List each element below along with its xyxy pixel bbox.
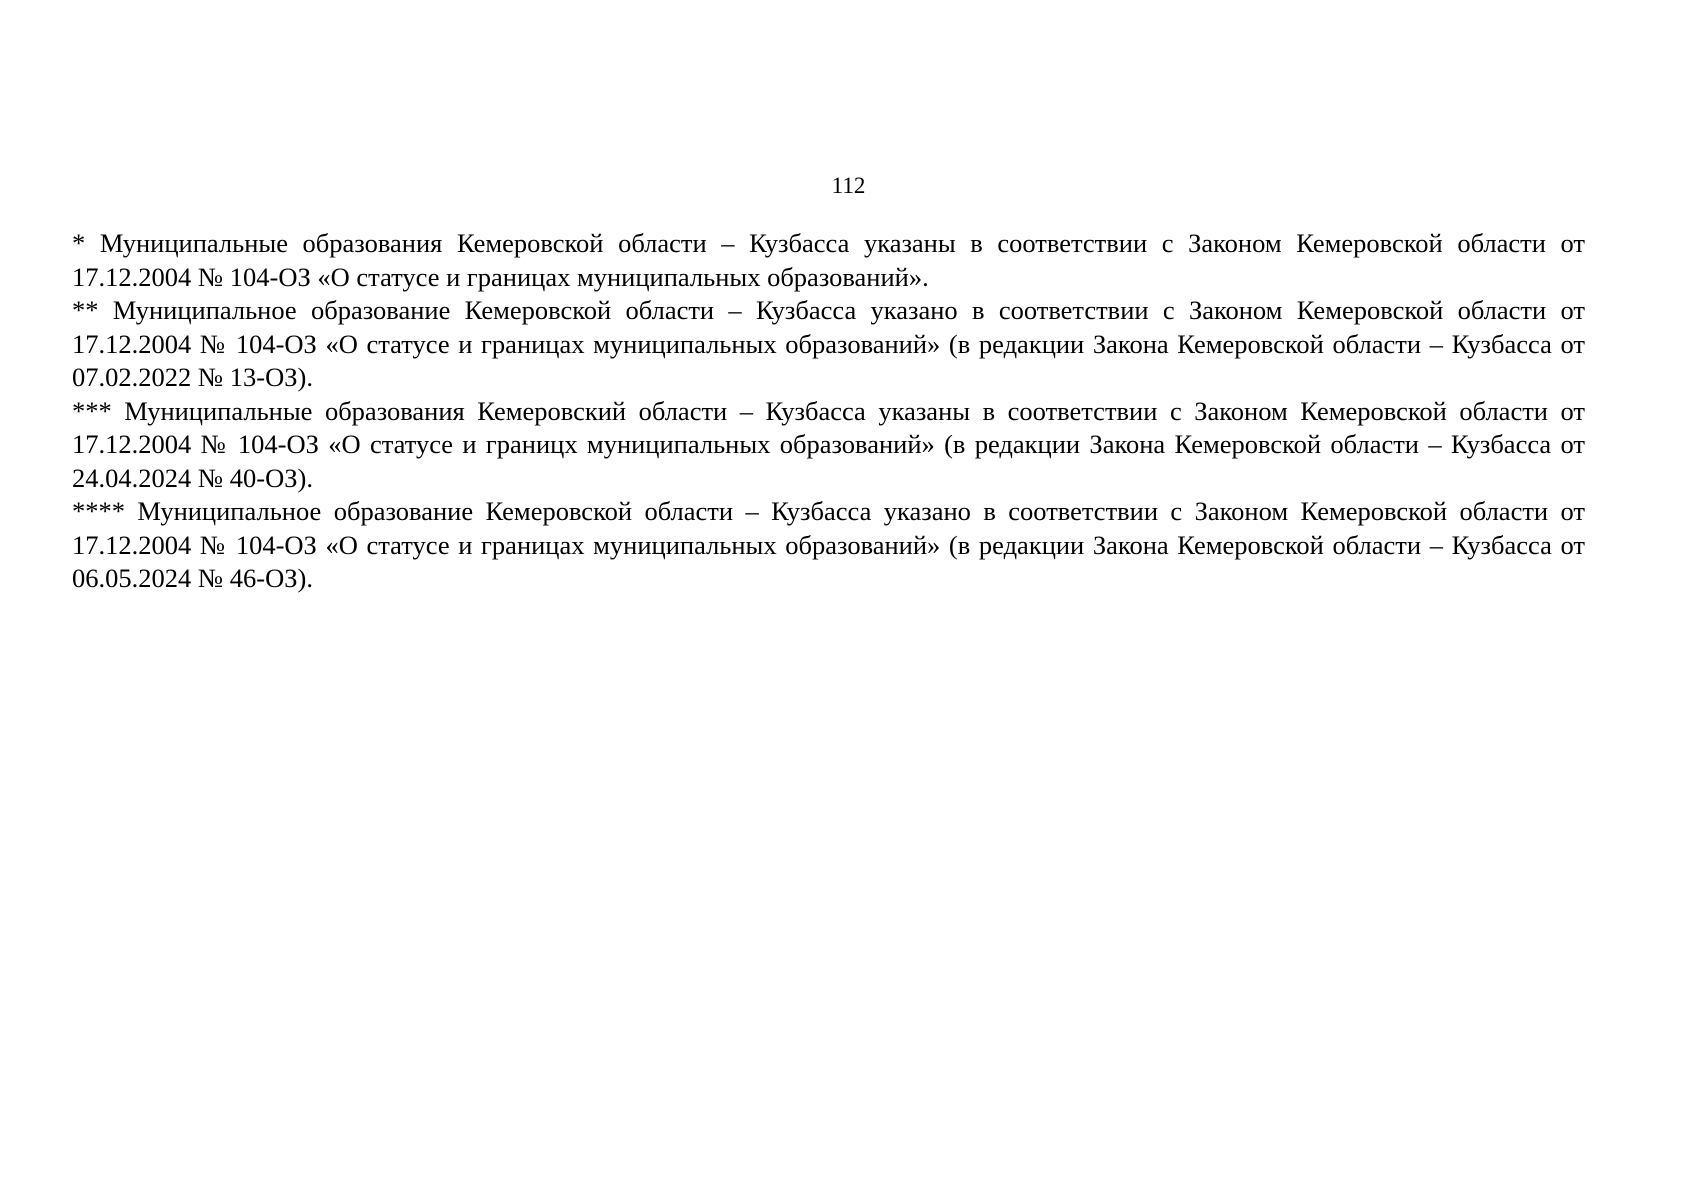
footnote-1: * Муниципальные образования Кемеровской области – Кузбасса указаны в соответствии с Законом Кемеровской области от 17.12.2004 № 104-ОЗ «О статусе и границах муниципальных образований». [72, 228, 1585, 292]
footnotes-block [72, 227, 1585, 596]
footnote-2: ** Муниципальное образование Кемеровской области – Кузбасса указано в соответствии с Законом Кемеровской области от 17.12.2004 № 104-ОЗ «О статусе и границах муниципальных образований» (в редакции Закона Кемеровской области – Кузбасса от 07.02.2022 № 13-ОЗ). [72, 295, 1585, 392]
page-number: 112 [831, 173, 866, 198]
footnote-3: *** Муниципальные образования Кемеровский области – Кузбасса указаны в соответствии с Законом Кемеровской области от 17.12.2004 № 104-ОЗ «О статусе и границх муниципальных образований» (в редакции Закона Кемеровской области – Кузбасса от 24.04.2024 № 40-ОЗ). [72, 395, 1585, 493]
footnote-4: **** Муниципальное образование Кемеровской области – Кузбасса указано в соответствии с Законом Кемеровской области от 17.12.2004 № 104-ОЗ «О статусе и границах муниципальных образований» (в редакции Закона Кемеровской области – Кузбасса от 06.05.2024 № 46-ОЗ). [72, 496, 1585, 593]
